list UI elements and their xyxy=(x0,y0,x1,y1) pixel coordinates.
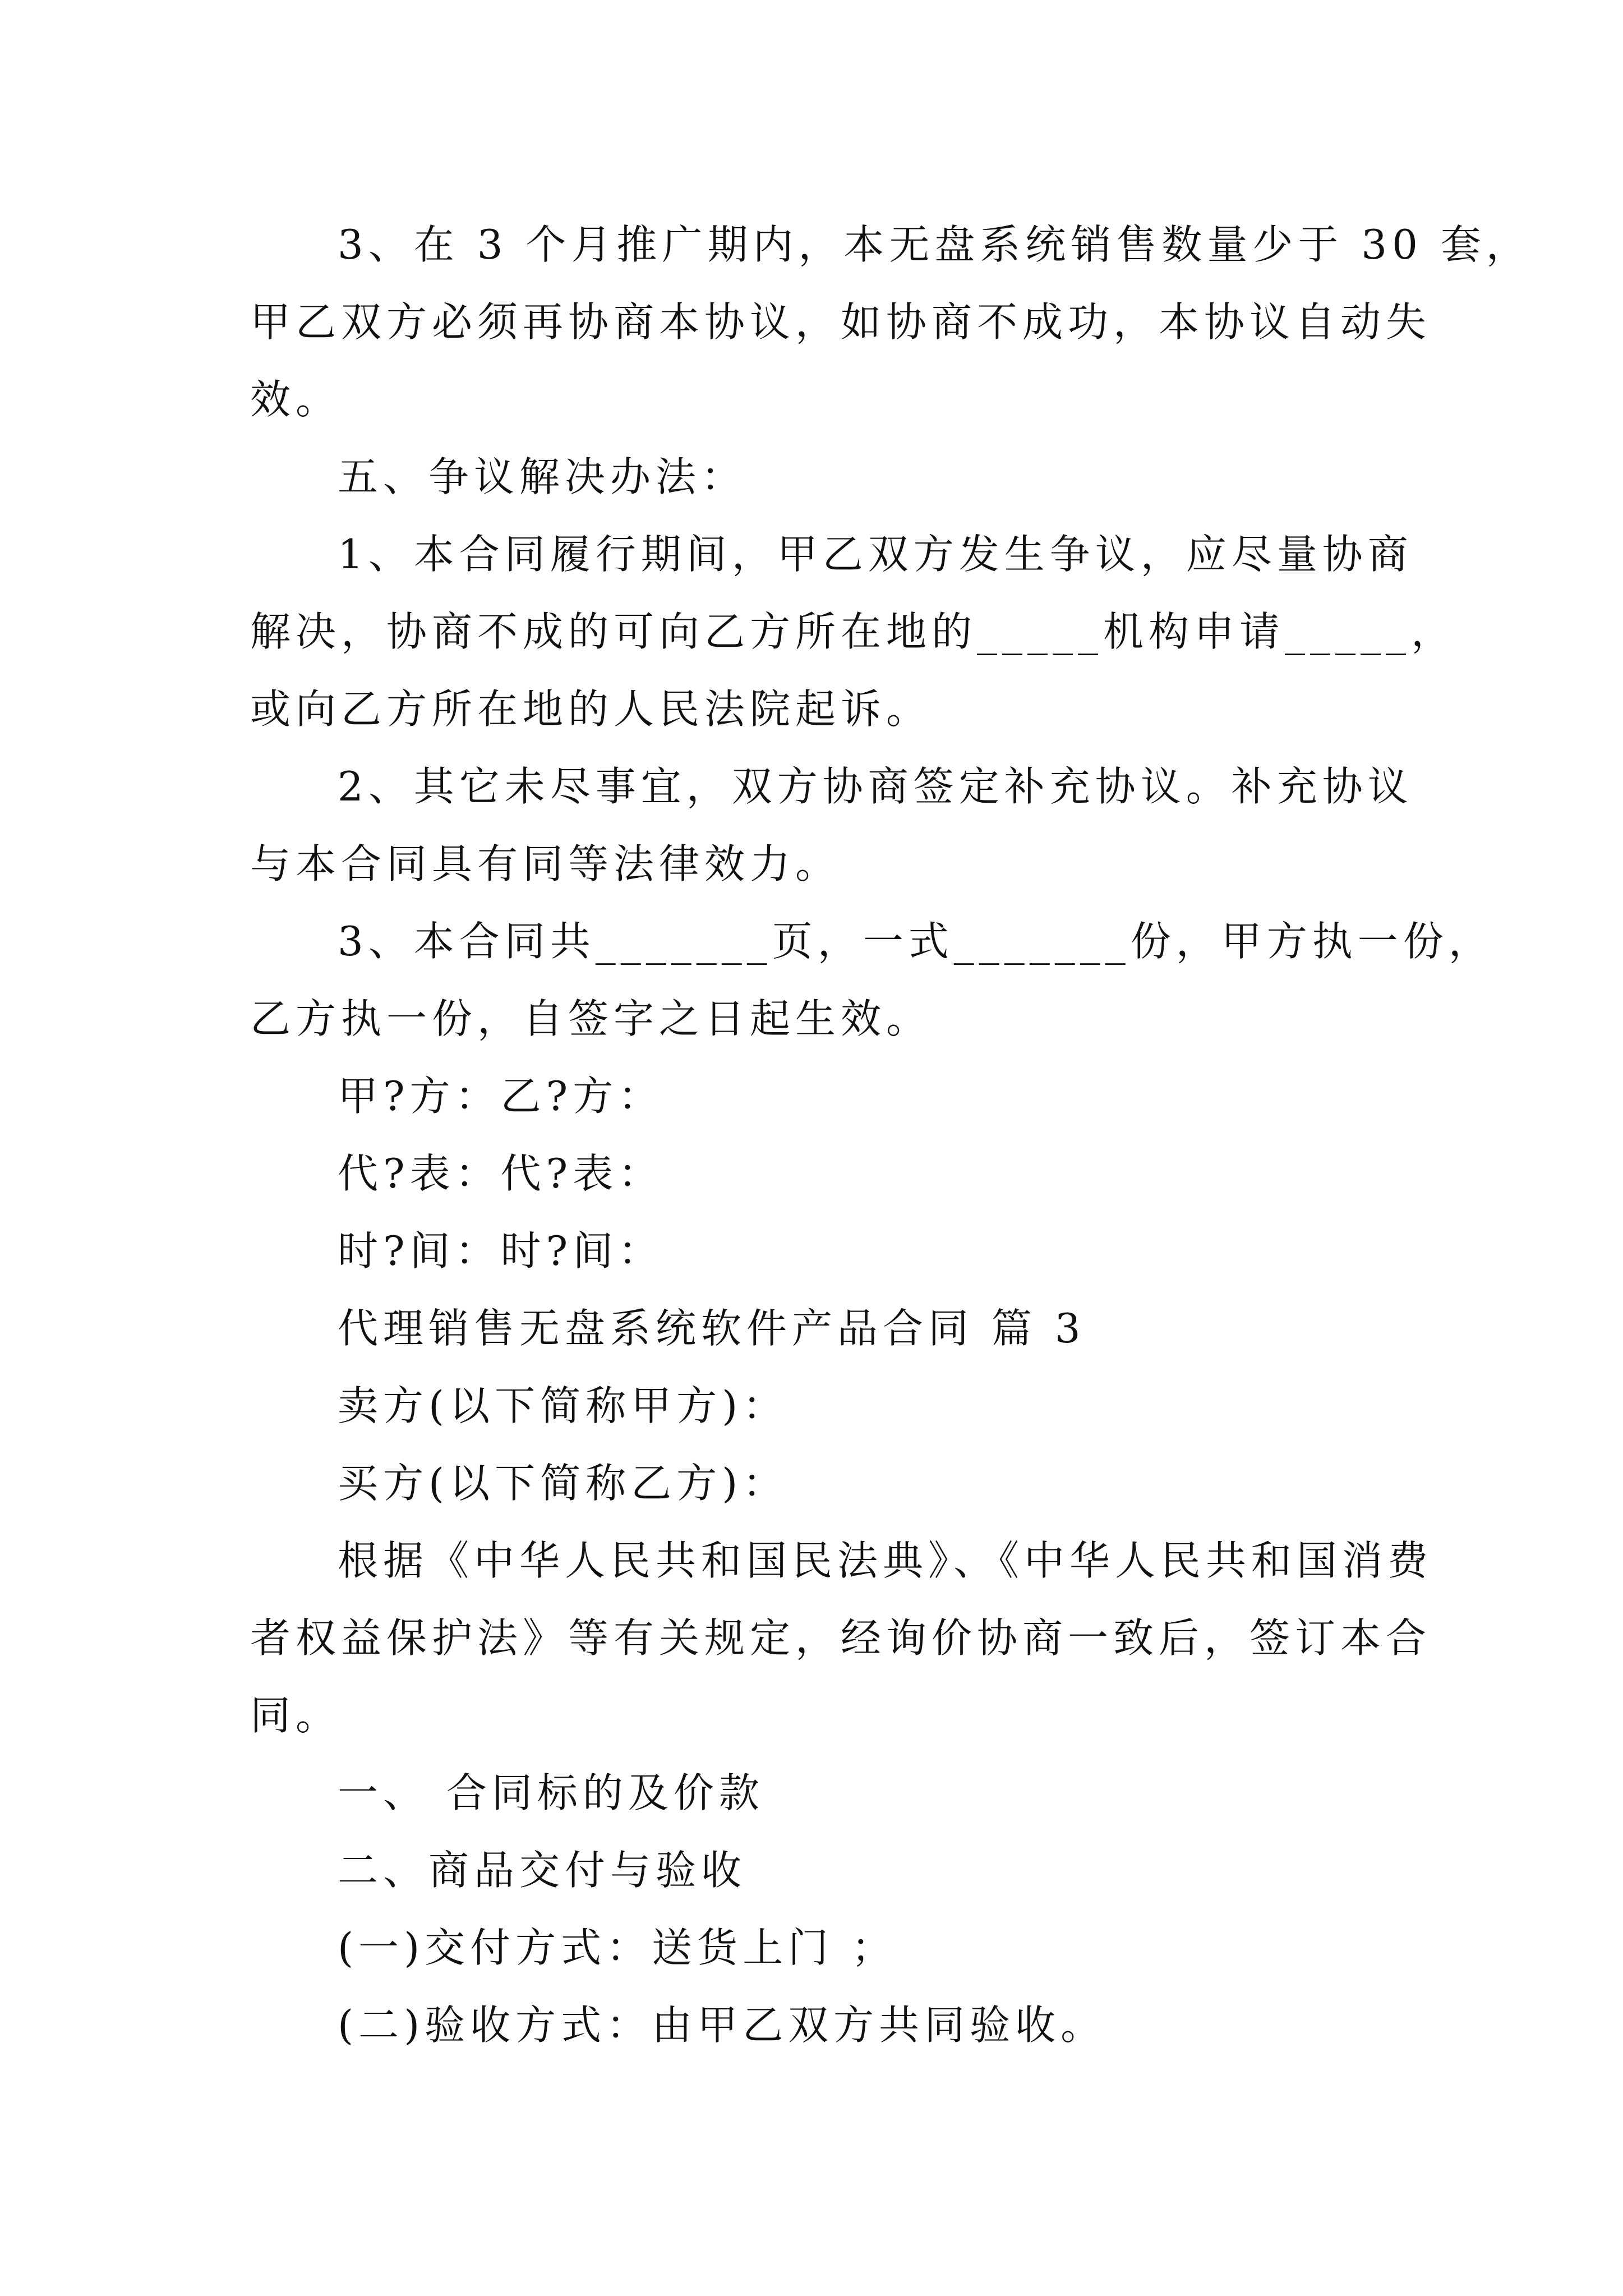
paragraph-dispute-3-line-1: 3、本合同共_______页，一式_______份，甲方执一份， xyxy=(338,918,1494,965)
paragraph-dispute-1-line-3: 或向乙方所在地的人民法院起诉。 xyxy=(250,685,932,733)
delivery-method-line: (一)交付方式：送货上门 ； xyxy=(338,1924,897,1971)
signature-date-line: 时?间：时?间： xyxy=(338,1227,664,1274)
signature-representative-line: 代?表：代?表： xyxy=(338,1150,664,1197)
section-heading-dispute: 五、争议解决办法： xyxy=(338,453,747,500)
paragraph-clause-3-line-2: 甲乙双方必须再协商本协议，如协商不成功，本协议自动失 xyxy=(250,298,1432,346)
contract-3-title: 代理销售无盘系统软件产品合同 篇 3 xyxy=(338,1305,1086,1352)
preamble-line-2: 者权益保护法》等有关规定，经询价协商一致后，签订本合 xyxy=(250,1614,1432,1662)
paragraph-dispute-2-line-2: 与本合同具有同等法律效力。 xyxy=(250,840,841,887)
section-heading-delivery: 二、商品交付与验收 xyxy=(338,1847,747,1894)
preamble-line-1: 根据《中华人民共和国民法典》、《中华人民共和国消费 xyxy=(338,1537,1433,1584)
acceptance-method-line: (二)验收方式：由甲乙双方共同验收。 xyxy=(338,2001,1106,2049)
paragraph-dispute-3-line-2: 乙方执一份，自签字之日起生效。 xyxy=(250,995,932,1042)
paragraph-dispute-1-line-1: 1、本合同履行期间，甲乙双方发生争议，应尽量协商 xyxy=(338,531,1413,578)
signature-party-line: 甲?方：乙?方： xyxy=(338,1073,664,1120)
section-heading-subject: 一、 合同标的及价款 xyxy=(338,1769,764,1816)
paragraph-clause-3-line-1: 3、在 3 个月推广期内，本无盘系统销售数量少于 30 套， xyxy=(338,221,1532,268)
preamble-line-3: 同。 xyxy=(250,1692,342,1739)
paragraph-dispute-1-line-2: 解决，协商不成的可向乙方所在地的_____机构申请_____， xyxy=(250,608,1457,655)
buyer-line: 买方(以下简称乙方)： xyxy=(338,1460,789,1507)
paragraph-dispute-2-line-1: 2、其它未尽事宜，双方协商签定补充协议。补充协议 xyxy=(338,763,1413,810)
paragraph-clause-3-line-3: 效。 xyxy=(250,376,342,423)
seller-line: 卖方(以下简称甲方)： xyxy=(338,1382,789,1429)
